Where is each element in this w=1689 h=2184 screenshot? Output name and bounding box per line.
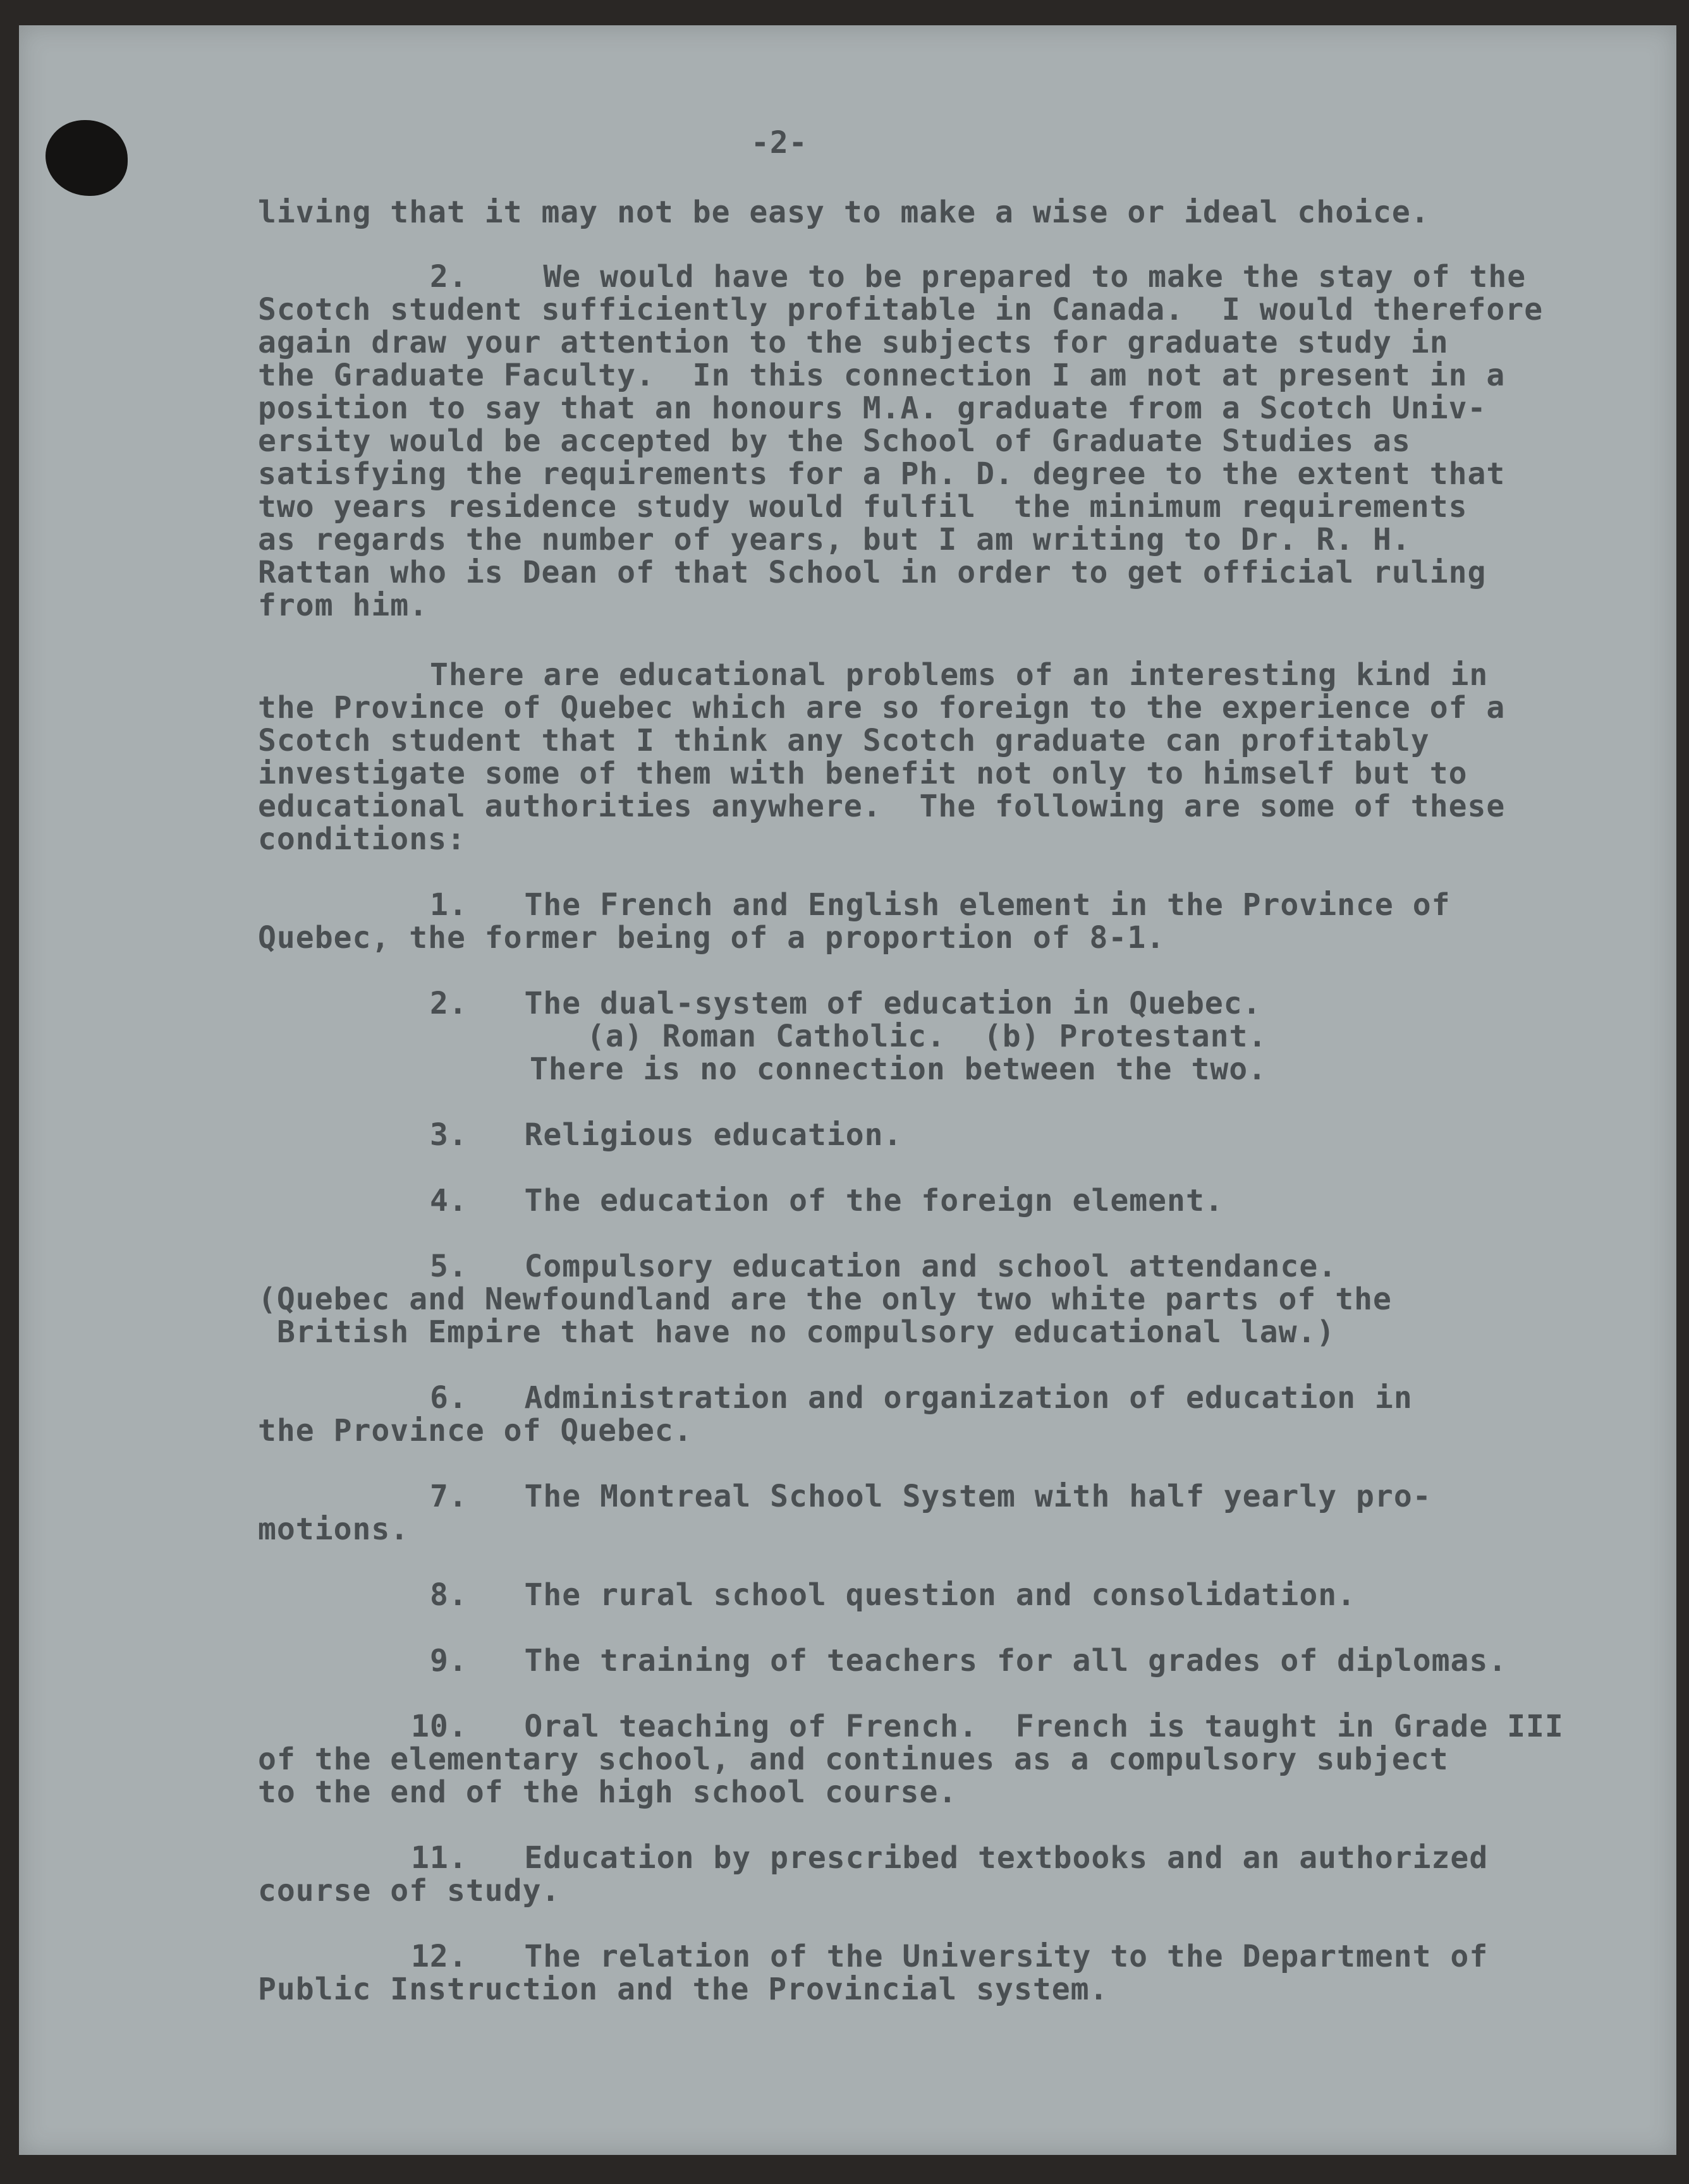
intro-line: the Province of Quebec which are so foreign to the experience of a (258, 690, 1506, 725)
list-item: 10. Oral teaching of French. French is taught in Grade III (411, 1709, 1564, 1744)
list-item: British Empire that have no compulsory educational law.) (277, 1314, 1336, 1350)
para-2-line: 2. We would have to be prepared to make the stay of the (430, 259, 1527, 294)
para-2-line: from him. (258, 588, 429, 623)
para-2-line: Scotch student sufficiently profitable in Canada. I would therefore (258, 292, 1544, 327)
list-item: 7. The Montreal School System with half yearly pro- (430, 1479, 1432, 1514)
list-item: motions. (258, 1512, 410, 1547)
list-item: 6. Administration and organization of education in (430, 1380, 1413, 1416)
list-item: of the elementary school, and continues as a compulsory subject (258, 1742, 1449, 1777)
para-2-line: as regards the number of years, but I am writing to Dr. R. H. (258, 522, 1411, 557)
document-page (19, 25, 1676, 2155)
list-item: 12. The relation of the University to the Department of (411, 1939, 1489, 1974)
para-2-line: position to say that an honours M.A. graduate from a Scotch Univ- (258, 391, 1487, 426)
list-item: 3. Religious education. (430, 1117, 903, 1153)
list-item: 2. The dual-system of education in Quebec. (430, 986, 1262, 1021)
para-2-line: ersity would be accepted by the School of Graduate Studies as (258, 423, 1411, 459)
intro-line: educational authorities anywhere. The following are some of these (258, 789, 1506, 824)
intro-line: Scotch student that I think any Scotch graduate can profitably (258, 723, 1430, 758)
list-item: There is no connection between the two. (530, 1052, 1267, 1087)
list-item: 11. Education by prescribed textbooks and an authorized (411, 1840, 1489, 1876)
list-item: 4. The education of the foreign element. (430, 1183, 1224, 1218)
list-item: Public Instruction and the Provincial system. (258, 1972, 1109, 2007)
opening-line: living that it may not be easy to make a wise or ideal choice. (258, 195, 1430, 230)
list-item: 1. The French and English element in the Province of (430, 887, 1451, 923)
punch-hole (46, 120, 128, 196)
list-item: 8. The rural school question and consolidation. (430, 1577, 1357, 1613)
para-2-line: the Graduate Faculty. In this connection I am not at present in a (258, 358, 1506, 393)
intro-line: conditions: (258, 822, 466, 857)
intro-line: There are educational problems of an interesting kind in (430, 657, 1489, 693)
list-item: 5. Compulsory education and school attendance. (430, 1249, 1338, 1284)
para-2-line: Rattan who is Dean of that School in order to get official ruling (258, 555, 1487, 590)
list-item: the Province of Quebec. (258, 1413, 693, 1448)
list-item: (a) Roman Catholic. (b) Protestant. (587, 1019, 1267, 1054)
para-2-line: two years residence study would fulfil the minimum requirements (258, 489, 1468, 525)
intro-line: investigate some of them with benefit not only to himself but to (258, 756, 1468, 791)
page-number: -2- (751, 125, 808, 161)
list-item: to the end of the high school course. (258, 1774, 958, 1810)
list-item: course of study. (258, 1873, 561, 1908)
para-2-line: again draw your attention to the subjects for graduate study in (258, 325, 1449, 360)
list-item: Quebec, the former being of a proportion of 8-1. (258, 920, 1166, 956)
list-item: (Quebec and Newfoundland are the only two white parts of the (258, 1282, 1392, 1317)
list-item: 9. The training of teachers for all grades of diplomas. (430, 1643, 1508, 1678)
para-2-line: satisfying the requirements for a Ph. D. degree to the extent that (258, 456, 1506, 492)
